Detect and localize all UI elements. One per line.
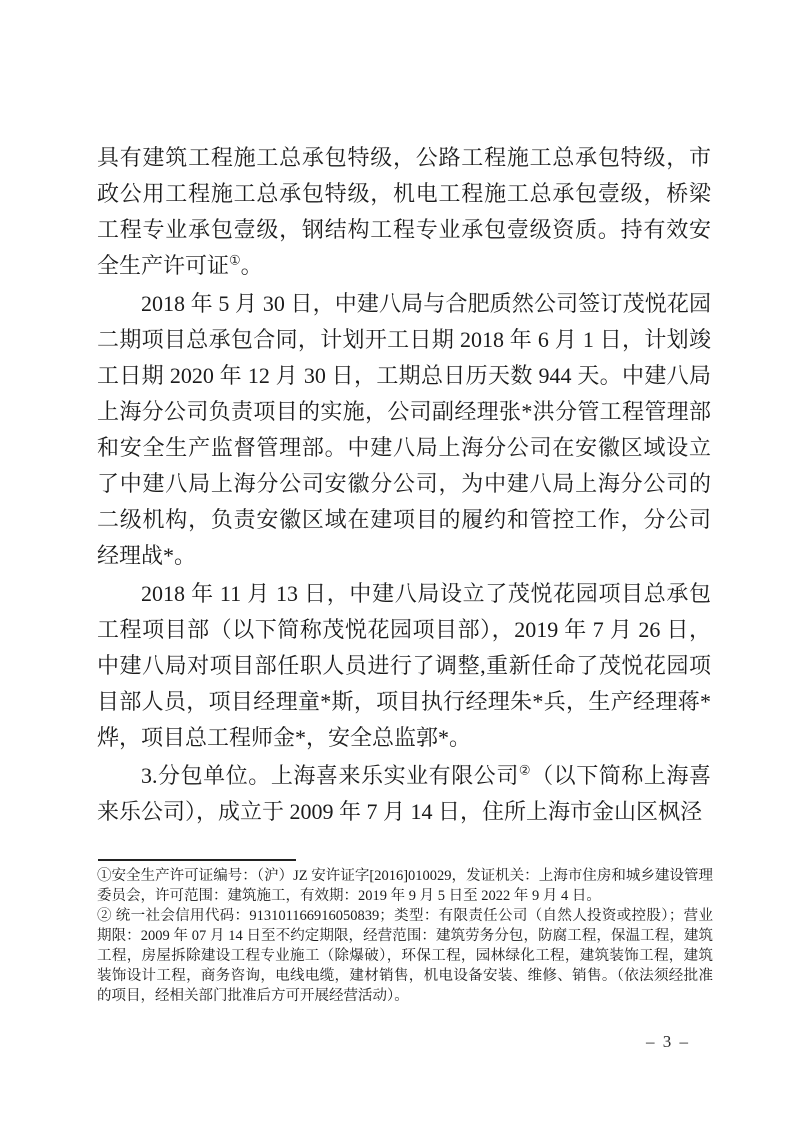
document-body xyxy=(97,140,711,832)
footnote-item: ①安全生产许可证编号：（沪）JZ 安许证字[2016]010029，发证机关：上海市住房和城乡建设管理委员会，许可范围：建筑施工，有效期：2019 年 9 月 5 日至 2022 年 9 月 4 日。 xyxy=(97,868,713,904)
page-number: – 3 – xyxy=(646,1032,690,1051)
footnote-item: ② 统一社会信用代码：913101166916050839；类型：有限责任公司（自然人投资或控股）；营业期限：2009 年 07 月 14 日至不约定期限，经营范围：建筑劳务分包，防腐工程，保温工程，建筑工程，房屋拆除建设工程专业施工（除爆破），环保工程，园林绿化工程，建筑装饰工程，建筑装饰设计工程，商务咨询，电线电缆，建材销售，机电设备安装、维修、销售。（依法须经批准的项目，经相关部门批准后方可开展经营活动）。 xyxy=(97,908,713,1004)
paragraph: 2018 年 5 月 30 日，中建八局与合肥质然公司签订茂悦花园二期项目总承包合同，计划开工日期 2018 年 6 月 1 日，计划竣工日期 2020 年 12 月 30 日，工期总日历天数 944 天。中建八局上海分公司负责项目的实施，公司副经理张*洪分管工程管理部和安全生产监督管理部。中建八局上海分公司在安徽区域设立了中建八局上海分公司安徽分公司，为中建八局上海分公司的二级机构，负责安徽区域在建项目的履约和管控工作，分公司经理战*。 xyxy=(97,291,711,568)
paragraph: 2018 年 11 月 13 日，中建八局设立了茂悦花园项目总承包工程项目部（以下简称茂悦花园项目部），2019 年 7 月 26 日，中建八局对项目部任职人员进行了调整,重新任命了茂悦花园项目部人员，项目经理童*斯，项目执行经理朱*兵，生产经理蒋*烨，项目总工程师金*，安全总监郭*。 xyxy=(97,581,711,750)
paragraphs xyxy=(97,140,711,830)
footnote-separator xyxy=(98,859,296,861)
footnote-ref: ① xyxy=(229,252,241,268)
paragraph: 具有建筑工程施工总承包特级，公路工程施工总承包特级，市政公用工程施工总承包特级，机电工程施工总承包壹级，桥梁工程专业承包壹级，钢结构工程专业承包壹级资质。持有效安全生产许可证①。 xyxy=(97,145,711,278)
footnotes xyxy=(97,866,713,1006)
footnote-ref: ② xyxy=(518,762,532,778)
paragraph: 3.分包单位。上海喜来乐实业有限公司②（以下简称上海喜来乐公司），成立于 2009 年 7 月 14 日，住所上海市金山区枫泾 xyxy=(97,762,711,824)
